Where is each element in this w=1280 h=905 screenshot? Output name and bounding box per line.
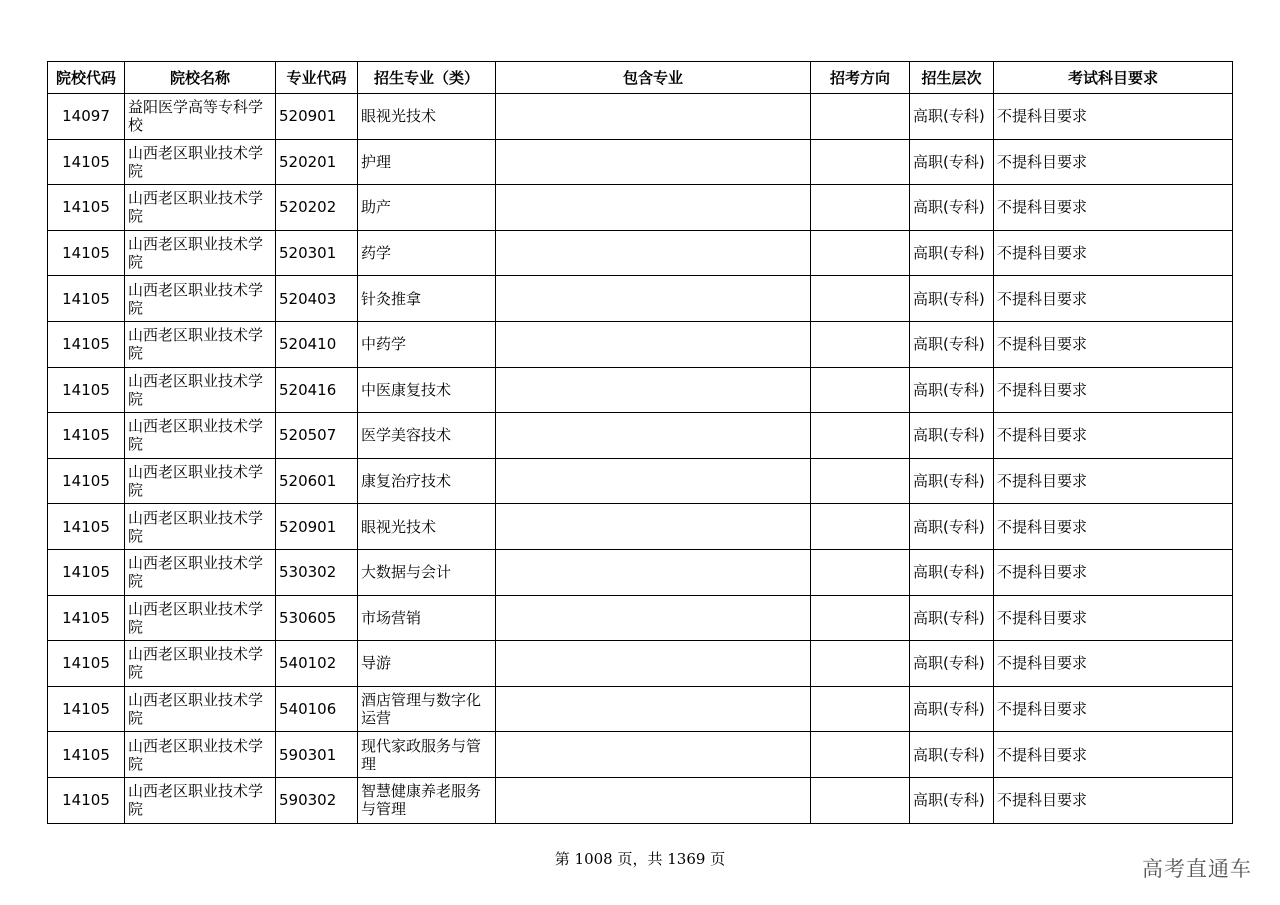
table-row [48, 549, 1233, 595]
school-code-cell: 14105 [48, 641, 125, 687]
school-name-cell: 山西老区职业技术学院 [125, 732, 276, 778]
school-name-cell: 山西老区职业技术学院 [125, 595, 276, 641]
subject-requirement-cell: 不提科目要求 [994, 185, 1233, 231]
table-row [48, 276, 1233, 322]
school-code-cell: 14105 [48, 413, 125, 459]
major-code-cell: 590301 [276, 732, 358, 778]
level-cell: 高职(专科) [910, 367, 994, 413]
subject-requirement-cell: 不提科目要求 [994, 777, 1233, 823]
header-direction: 招考方向 [811, 62, 910, 94]
major-cell: 中医康复技术 [358, 367, 496, 413]
school-code-cell: 14105 [48, 595, 125, 641]
table-row [48, 777, 1233, 823]
table-row [48, 641, 1233, 687]
included-majors-cell [496, 458, 811, 504]
direction-cell [811, 549, 910, 595]
direction-cell [811, 185, 910, 231]
level-cell: 高职(专科) [910, 732, 994, 778]
major-code-cell: 540106 [276, 686, 358, 732]
included-majors-cell [496, 777, 811, 823]
major-code-cell: 520507 [276, 413, 358, 459]
level-cell: 高职(专科) [910, 777, 994, 823]
admissions-table [47, 61, 1233, 824]
subject-requirement-cell: 不提科目要求 [994, 458, 1233, 504]
direction-cell [811, 595, 910, 641]
level-cell: 高职(专科) [910, 94, 994, 140]
school-code-cell: 14097 [48, 94, 125, 140]
school-name-cell: 山西老区职业技术学院 [125, 686, 276, 732]
school-name-cell: 山西老区职业技术学院 [125, 139, 276, 185]
included-majors-cell [496, 276, 811, 322]
direction-cell [811, 276, 910, 322]
major-cell: 大数据与会计 [358, 549, 496, 595]
table-row [48, 94, 1233, 140]
direction-cell [811, 504, 910, 550]
table-row [48, 458, 1233, 504]
major-cell: 护理 [358, 139, 496, 185]
school-name-cell: 山西老区职业技术学院 [125, 230, 276, 276]
direction-cell [811, 777, 910, 823]
header-row [48, 62, 1233, 94]
major-cell: 智慧健康养老服务与管理 [358, 777, 496, 823]
major-code-cell: 530302 [276, 549, 358, 595]
major-cell: 酒店管理与数字化运营 [358, 686, 496, 732]
included-majors-cell [496, 595, 811, 641]
level-cell: 高职(专科) [910, 185, 994, 231]
major-cell: 眼视光技术 [358, 504, 496, 550]
major-code-cell: 520901 [276, 94, 358, 140]
major-cell: 市场营销 [358, 595, 496, 641]
school-code-cell: 14105 [48, 230, 125, 276]
header-included-majors: 包含专业 [496, 62, 811, 94]
direction-cell [811, 458, 910, 504]
included-majors-cell [496, 549, 811, 595]
school-code-cell: 14105 [48, 458, 125, 504]
subject-requirement-cell: 不提科目要求 [994, 641, 1233, 687]
table-row [48, 732, 1233, 778]
school-name-cell: 山西老区职业技术学院 [125, 276, 276, 322]
major-code-cell: 520416 [276, 367, 358, 413]
subject-requirement-cell: 不提科目要求 [994, 276, 1233, 322]
school-name-cell: 山西老区职业技术学院 [125, 504, 276, 550]
table-row [48, 413, 1233, 459]
level-cell: 高职(专科) [910, 595, 994, 641]
level-cell: 高职(专科) [910, 641, 994, 687]
major-cell: 导游 [358, 641, 496, 687]
level-cell: 高职(专科) [910, 686, 994, 732]
table-row [48, 321, 1233, 367]
school-code-cell: 14105 [48, 732, 125, 778]
direction-cell [811, 94, 910, 140]
school-name-cell: 山西老区职业技术学院 [125, 185, 276, 231]
school-code-cell: 14105 [48, 504, 125, 550]
level-cell: 高职(专科) [910, 504, 994, 550]
table-row [48, 686, 1233, 732]
level-cell: 高职(专科) [910, 458, 994, 504]
header-school-name: 院校名称 [125, 62, 276, 94]
header-school-code: 院校代码 [48, 62, 125, 94]
subject-requirement-cell: 不提科目要求 [994, 686, 1233, 732]
school-name-cell: 山西老区职业技术学院 [125, 367, 276, 413]
included-majors-cell [496, 504, 811, 550]
major-cell: 针灸推拿 [358, 276, 496, 322]
major-code-cell: 520202 [276, 185, 358, 231]
major-code-cell: 520301 [276, 230, 358, 276]
subject-requirement-cell: 不提科目要求 [994, 321, 1233, 367]
subject-requirement-cell: 不提科目要求 [994, 595, 1233, 641]
subject-requirement-cell: 不提科目要求 [994, 230, 1233, 276]
major-cell: 药学 [358, 230, 496, 276]
school-name-cell: 山西老区职业技术学院 [125, 549, 276, 595]
subject-requirement-cell: 不提科目要求 [994, 504, 1233, 550]
direction-cell [811, 367, 910, 413]
table-row [48, 230, 1233, 276]
table-row [48, 185, 1233, 231]
school-name-cell: 山西老区职业技术学院 [125, 777, 276, 823]
included-majors-cell [496, 321, 811, 367]
direction-cell [811, 686, 910, 732]
school-code-cell: 14105 [48, 139, 125, 185]
level-cell: 高职(专科) [910, 139, 994, 185]
subject-requirement-cell: 不提科目要求 [994, 94, 1233, 140]
major-code-cell: 540102 [276, 641, 358, 687]
major-code-cell: 530605 [276, 595, 358, 641]
level-cell: 高职(专科) [910, 413, 994, 459]
level-cell: 高职(专科) [910, 276, 994, 322]
subject-requirement-cell: 不提科目要求 [994, 549, 1233, 595]
subject-requirement-cell: 不提科目要求 [994, 367, 1233, 413]
major-cell: 眼视光技术 [358, 94, 496, 140]
watermark: 高考直通车 [1142, 857, 1252, 881]
table-row [48, 504, 1233, 550]
school-code-cell: 14105 [48, 276, 125, 322]
school-name-cell: 山西老区职业技术学院 [125, 321, 276, 367]
major-cell: 现代家政服务与管理 [358, 732, 496, 778]
header-subject-requirement: 考试科目要求 [994, 62, 1233, 94]
included-majors-cell [496, 641, 811, 687]
included-majors-cell [496, 230, 811, 276]
header-level: 招生层次 [910, 62, 994, 94]
subject-requirement-cell: 不提科目要求 [994, 139, 1233, 185]
included-majors-cell [496, 139, 811, 185]
direction-cell [811, 413, 910, 459]
subject-requirement-cell: 不提科目要求 [994, 732, 1233, 778]
school-name-cell: 益阳医学高等专科学校 [125, 94, 276, 140]
major-code-cell: 520901 [276, 504, 358, 550]
direction-cell [811, 230, 910, 276]
school-code-cell: 14105 [48, 321, 125, 367]
subject-requirement-cell: 不提科目要求 [994, 413, 1233, 459]
major-cell: 助产 [358, 185, 496, 231]
level-cell: 高职(专科) [910, 321, 994, 367]
school-name-cell: 山西老区职业技术学院 [125, 458, 276, 504]
major-cell: 中药学 [358, 321, 496, 367]
direction-cell [811, 321, 910, 367]
school-name-cell: 山西老区职业技术学院 [125, 641, 276, 687]
major-code-cell: 520403 [276, 276, 358, 322]
included-majors-cell [496, 686, 811, 732]
major-code-cell: 590302 [276, 777, 358, 823]
major-code-cell: 520410 [276, 321, 358, 367]
level-cell: 高职(专科) [910, 230, 994, 276]
included-majors-cell [496, 732, 811, 778]
school-code-cell: 14105 [48, 549, 125, 595]
table-row [48, 367, 1233, 413]
header-major: 招生专业（类） [358, 62, 496, 94]
major-code-cell: 520601 [276, 458, 358, 504]
level-cell: 高职(专科) [910, 549, 994, 595]
major-cell: 医学美容技术 [358, 413, 496, 459]
school-name-cell: 山西老区职业技术学院 [125, 413, 276, 459]
header-major-code: 专业代码 [276, 62, 358, 94]
school-code-cell: 14105 [48, 777, 125, 823]
direction-cell [811, 732, 910, 778]
school-code-cell: 14105 [48, 367, 125, 413]
table-row [48, 139, 1233, 185]
major-code-cell: 520201 [276, 139, 358, 185]
table-body [48, 94, 1233, 824]
included-majors-cell [496, 413, 811, 459]
included-majors-cell [496, 94, 811, 140]
included-majors-cell [496, 185, 811, 231]
included-majors-cell [496, 367, 811, 413]
major-cell: 康复治疗技术 [358, 458, 496, 504]
direction-cell [811, 139, 910, 185]
table-row [48, 595, 1233, 641]
direction-cell [811, 641, 910, 687]
school-code-cell: 14105 [48, 185, 125, 231]
school-code-cell: 14105 [48, 686, 125, 732]
page-number: 第 1008 页，共 1369 页 [554, 850, 726, 868]
